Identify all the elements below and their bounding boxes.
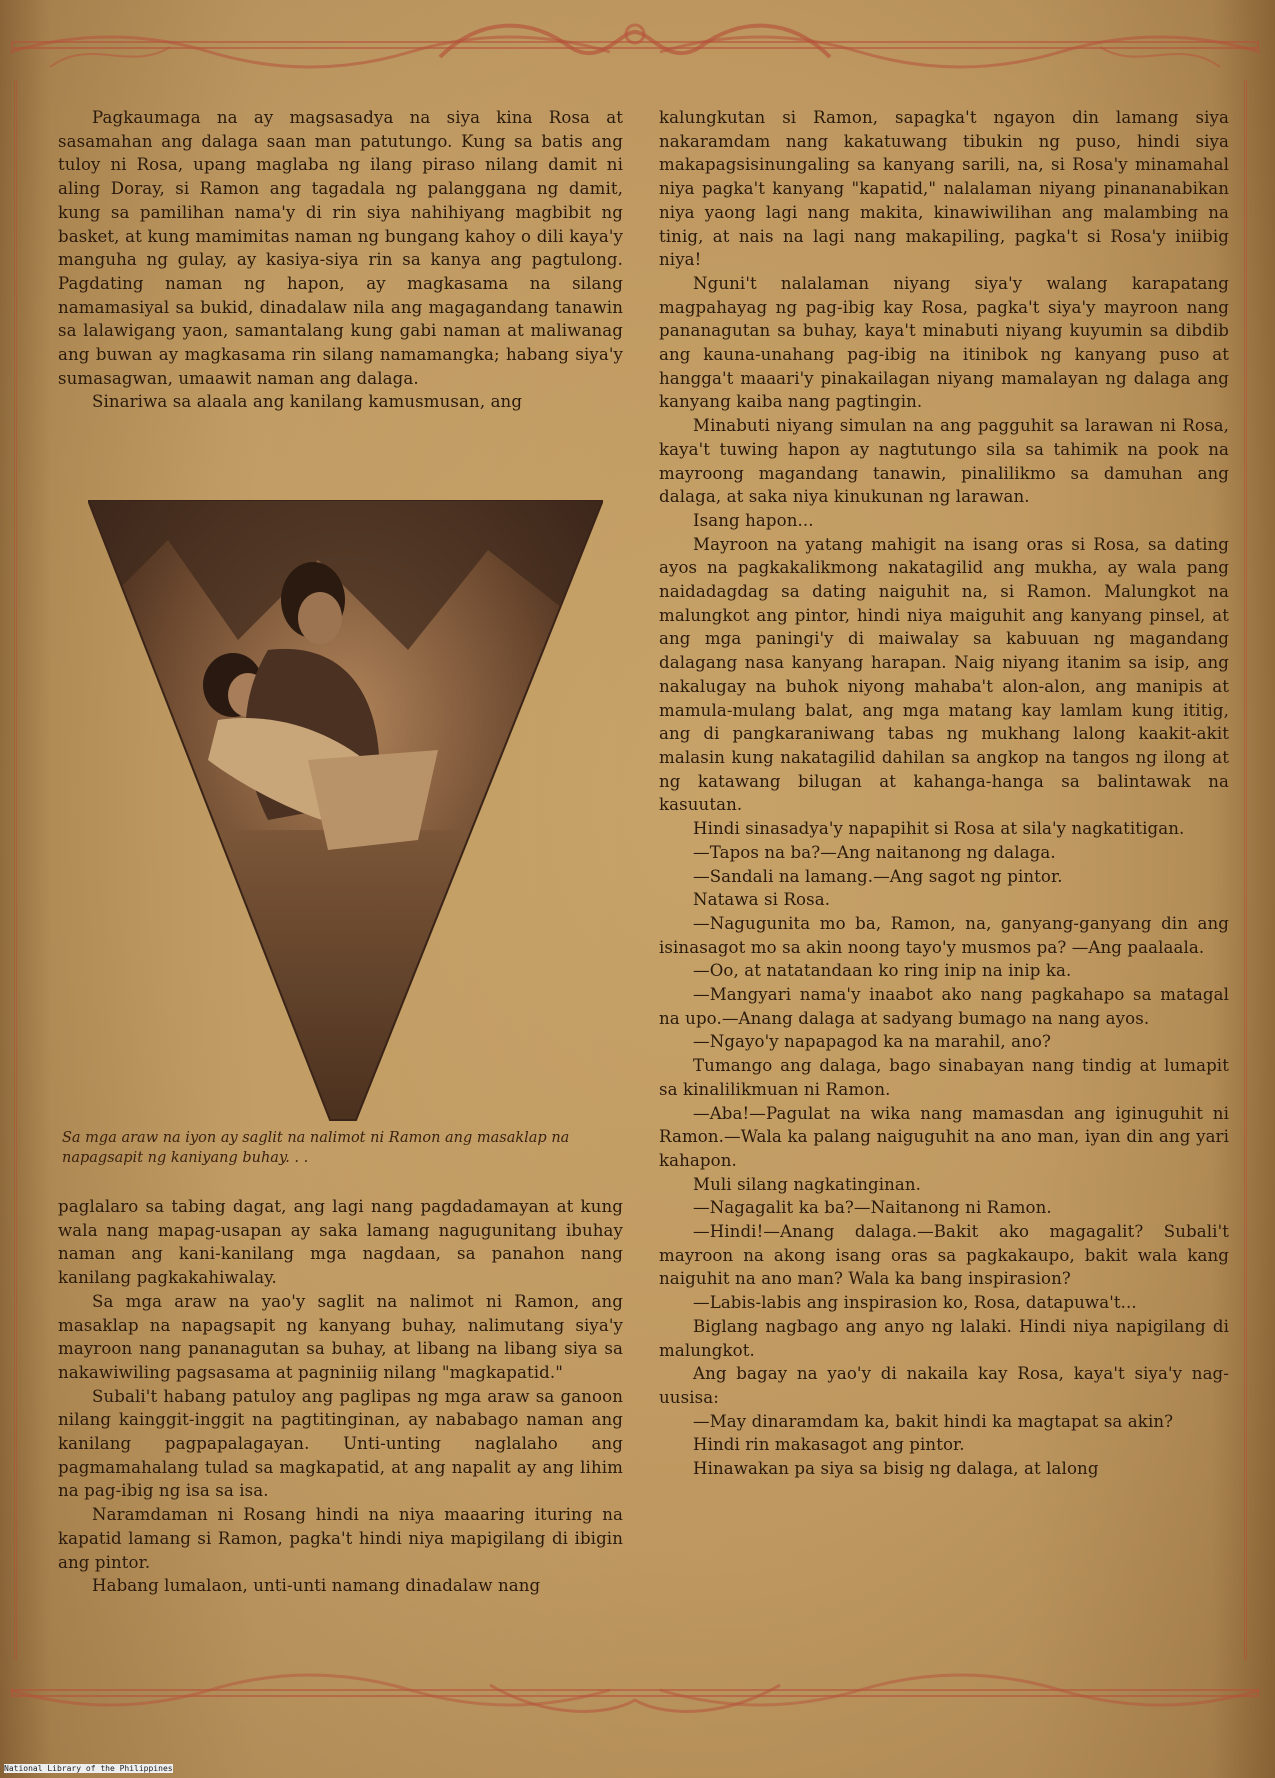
paragraph: Natawa si Rosa. xyxy=(693,890,831,910)
paragraph: Minabuti niyang simulan na ang pagguhit sa larawan ni Rosa, kaya't tuwing hapon ay nagtutungo sila sa tahimik na pook na mayroong magandang tanawin, pinalilikmo sa damuhan ang dalaga, at saka niya kinukunan ng larawan. xyxy=(659,416,1229,507)
paragraph: —Mangyari nama'y inaabot ako nang pagkahapo sa matagal na upo.—Anang dalaga at sadyang bumago na nang ayos. xyxy=(659,985,1229,1028)
paragraph: Biglang nagbago ang anyo ng lalaki. Hindi niya napigilang di malungkot. xyxy=(659,1316,1229,1360)
paragraph: Sa mga araw na yao'y saglit na nalimot ni Ramon, ang masaklap na napagsapit ng kanyang buhay, nalimutang siya'y mayroon nang pananagutan sa buhay, at libang na libang siya sa nakawiwiling pagsasama at pagniniig nilang "magkapatid." xyxy=(58,1291,623,1382)
paragraph: —May dinaramdam ka, bakit hindi ka magtapat sa akin? xyxy=(693,1411,1174,1431)
paragraph: —Nagugunita mo ba, Ramon, na, ganyang-ganyang din ang isinasagot mo sa akin noong tayo'y musmos pa? —Ang paalaala. xyxy=(659,913,1229,957)
paragraph: Hindi rin makasagot ang pintor. xyxy=(693,1435,965,1455)
paragraph: Hinawakan pa siya sa bisig ng dalaga, at lalong xyxy=(693,1459,1099,1479)
right-border-line xyxy=(1244,80,1265,1660)
right-column-text xyxy=(659,106,1229,1481)
paragraph: Muli silang nagkatinginan. xyxy=(693,1174,922,1194)
paragraph: Pagkaumaga na ay magsasadya na siya kina Rosa at sasamahan ang dalaga saan man patutungo. Kung sa batis ang tuloy ni Rosa, upang maglaba ng ilang piraso nilang damit ni aling Doray, si Ramon ang tagadala ng palanggana ng damit, kung sa pamilihan nama'y di rin siya nahihiyang magbibit ng basket, at kung mamimitas naman ng bungang kahoy o dili kaya'y manguha ng gulay, ay kasiya-siya rin sa kanya ang pagtulong. Pagdating naman ng hapon, ay magkasama na silang namamasiyal sa bukid, dinadalaw nila ang magagandang tanawin sa lalawigang yaon, samantalang kung gabi naman at maliwanag ang buwan ay magkasama rin silang namamangka; habang siya'y sumasagwan, umaawit naman ang dalaga. xyxy=(58,108,623,388)
paragraph: —Hindi!—Anang dalaga.—Bakit ako magagalit? Subali't mayroon na akong isang oras sa pagkakaupo, bakit wala kang naiguhit na ano man? Wala ka bang inspirasion? xyxy=(659,1222,1229,1289)
paragraph: —Aba!—Pagulat na wika nang mamasdan ang iginuguhit ni Ramon.—Wala ka palang naiguguhit na ano man, iyan din ang yari kahapon. xyxy=(659,1103,1229,1170)
bottom-ornament-border xyxy=(10,1660,1260,1730)
paragraph: —Sandali na lamang.—Ang sagot ng pintor. xyxy=(693,866,1063,886)
paragraph: Nguni't nalalaman niyang siya'y walang karapatang magpahayag ng pag-ibig kay Rosa, pagka't siya'y mayroon nang pananagutan sa buhay, kaya't minabuti niyang kuyumin sa dibdib ang kauna-unahang pag-ibig na itinibok ng kanyang puso at hangga't maaari'y pinakailagan niyang mamalayan ng dalaga ang kanyang kaiba nang pagtingin. xyxy=(659,273,1229,412)
left-column-top-text xyxy=(58,106,623,414)
paragraph: Hindi sinasadya'y napapihit si Rosa at sila'y nagkatitigan. xyxy=(693,819,1185,839)
photo-caption: Sa mga araw na iyon ay saglit na nalimot ni Ramon ang masaklap na napagsapit ng kaniyang buhay. . . xyxy=(62,1130,570,1166)
paragraph: Subali't habang patuloy ang paglipas ng mga araw sa ganoon nilang kainggit-inggit na pagtitinginan, ay nababago naman ang kanilang pagpapalagayan. Unti-unting naglalaho ang pagmamahalang tulad sa magkapatid, at ang napalit ay ang lihim na pag-ibig ng isa sa isa. xyxy=(58,1386,623,1501)
paragraph: paglalaro sa tabing dagat, ang lagi nang pagdadamayan at kung wala nang mapag-usapan ay saka lamang nagugunitang ibuhay naman ang kani-kanilang mga nagdaan, sa panahon nang kanilang pagkakahiwalay. xyxy=(58,1197,623,1288)
paragraph: —Oo, at natatandaan ko ring inip na inip ka. xyxy=(693,961,1072,981)
paragraph: —Tapos na ba?—Ang naitanong ng dalaga. xyxy=(693,842,1056,862)
paragraph: Sinariwa sa alaala ang kanilang kamusmusan, ang xyxy=(92,392,523,412)
library-credit: National Library of the Philippines xyxy=(4,1764,173,1773)
paragraph: —Ngayo'y napapagod ka na marahil, ano? xyxy=(693,1032,1051,1052)
left-column-bottom-text xyxy=(58,1195,623,1598)
article-photo-couple xyxy=(88,500,603,1125)
paragraph: —Nagagalit ka ba?—Naitanong ni Ramon. xyxy=(693,1198,1052,1218)
paragraph: Habang lumalaon, unti-unti namang dinadalaw nang xyxy=(92,1576,541,1596)
paragraph: Ang bagay na yao'y di nakaila kay Rosa, kaya't siya'y nag-uusisa: xyxy=(659,1364,1229,1407)
paragraph: kalungkutan si Ramon, sapagka't ngayon din lamang siya nakaramdam nang kakatuwang tibukin ng puso, hindi siya makapagsisinungaling sa kanyang sarili, na, si Rosa'y minamahal niya pagka't kanyang "kapatid," nalalaman niyang pinananabikan niya yaong lagi nang makita, kinawiwilihan ang malambing na tinig, at nais na lagi nang makapiling, pagka't si Rosa'y iniibig niya! xyxy=(659,108,1229,270)
paragraph: Tumango ang dalaga, bago sinabayan nang tindig at lumapit sa kinalilikmuan ni Ramon. xyxy=(659,1056,1229,1099)
paragraph: —Labis-labis ang inspirasion ko, Rosa, datapuwa't... xyxy=(693,1293,1137,1313)
paragraph: Mayroon na yatang mahigit na isang oras si Rosa, sa dating ayos na pagkakalikmong nakatagilid ang mukha, ay wala pang naidadagdag sa dating naiguhit na, si Ramon. Malungkot na malungkot ang pintor, hindi niya maiguhit ang kanyang pinsel, at ang mga paningi'y di maiwalay sa kabuuan ng magandang dalagang nasa kanyang harapan. Naig niyang itanim sa isip, ang nakalugay na buhok niyong mahaba't alon-alon, ang manipis at mamula-mulang balat, ang mga matang kay lamlam kung ititig, ang di pangkaraniwang tabas ng mukhang lalong kaakit-akit malasin kung nakatagilid dahilan sa angkop na tangos ng ilong at ng katawang bilugan at kahanga-hanga sa balintawak na kasuutan. xyxy=(659,534,1229,815)
paragraph: Isang hapon... xyxy=(693,510,814,530)
top-ornament-border xyxy=(10,12,1260,82)
paragraph: Naramdaman ni Rosang hindi na niya maaaring ituring na kapatid lamang si Ramon, pagka't hindi niya mapigilang di ibigin ang pintor. xyxy=(58,1505,623,1572)
left-border-line xyxy=(14,80,35,1660)
